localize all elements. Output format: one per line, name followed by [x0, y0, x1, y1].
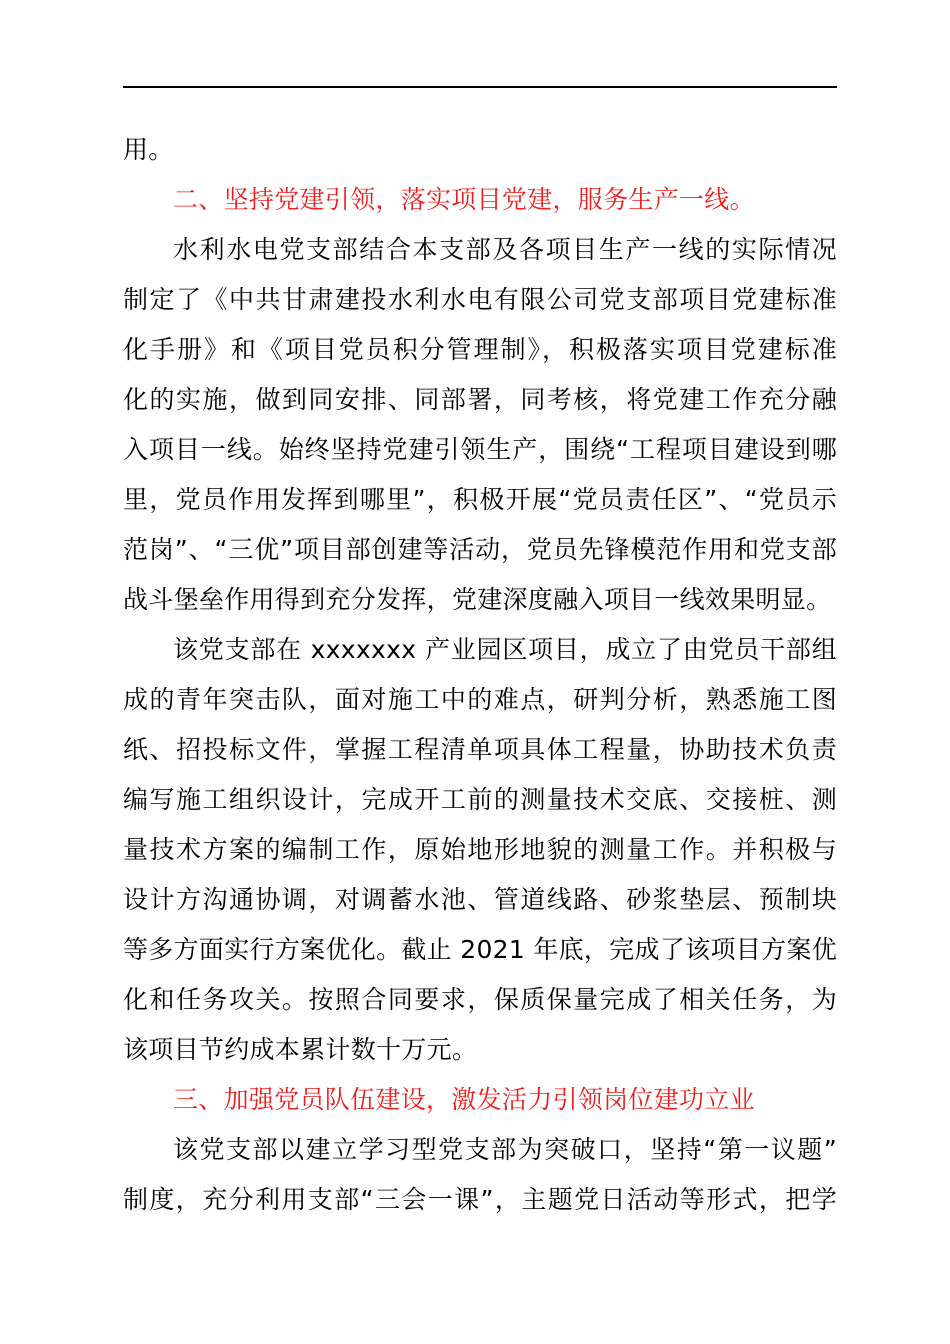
heading-text: 三、加强党员队伍建设，激发活力引领岗位建功立业: [173, 1085, 755, 1114]
paragraph-youth-team: [123, 625, 837, 1075]
text-line: 等多方面实行方案优化。截止 2021 年底，完成了该项目方案优: [123, 935, 837, 964]
text-line: 该党支部以建立学习型党支部为突破口，坚持“第一议题”: [173, 1135, 837, 1164]
text-line: 纸、招投标文件，掌握工程清单项具体工程量，协助技术负责: [123, 735, 837, 764]
text-line: 制度，充分利用支部“三会一课”，主题党日活动等形式，把学: [123, 1185, 837, 1214]
document-body: [123, 125, 837, 1225]
paragraph-party-building: [123, 225, 837, 625]
text-line: 入项目一线。始终坚持党建引领生产，围绕“工程项目建设到哪: [123, 435, 837, 464]
section-heading-2: [123, 175, 837, 225]
section-heading-3: [123, 1075, 837, 1125]
header-rule: [123, 86, 837, 88]
text-line: 编写施工组织设计，完成开工前的测量技术交底、交接桩、测: [123, 785, 837, 814]
text-line: 范岗”、“三优”项目部创建等活动，党员先锋模范作用和党支部: [123, 535, 837, 564]
text-line: 成的青年突击队，面对施工中的难点，研判分析，熟悉施工图: [123, 685, 837, 714]
text-line: 里，党员作用发挥到哪里”，积极开展“党员责任区”、“党员示: [123, 485, 837, 514]
text-line: 化和任务攻关。按照合同要求，保质保量完成了相关任务，为: [123, 985, 837, 1014]
text-line: 设计方沟通协调，对调蓄水池、管道线路、砂浆垫层、预制块: [123, 885, 837, 914]
text-line: 化的实施，做到同安排、同部署，同考核，将党建工作充分融: [123, 385, 837, 414]
text-line: 化手册》和《项目党员积分管理制》，积极落实项目党建标准: [123, 335, 837, 364]
text-line: 该项目节约成本累计数十万元。: [123, 1035, 478, 1064]
text-line: 该党支部在 xxxxxxx 产业园区项目，成立了由党员干部组: [173, 635, 837, 664]
text-line: 水利水电党支部结合本支部及各项目生产一线的实际情况: [173, 235, 837, 264]
text-line: 制定了《中共甘肃建投水利水电有限公司党支部项目党建标准: [123, 285, 837, 314]
paragraph-continuation: [123, 125, 837, 175]
text-line: 量技术方案的编制工作，原始地形地貌的测量工作。并积极与: [123, 835, 837, 864]
text-line: 用。: [123, 135, 174, 164]
paragraph-learning: [123, 1125, 837, 1225]
text-line: 战斗堡垒作用得到充分发挥，党建深度融入项目一线效果明显。: [123, 585, 832, 614]
heading-text: 二、坚持党建引领，落实项目党建，服务生产一线。: [173, 185, 755, 214]
